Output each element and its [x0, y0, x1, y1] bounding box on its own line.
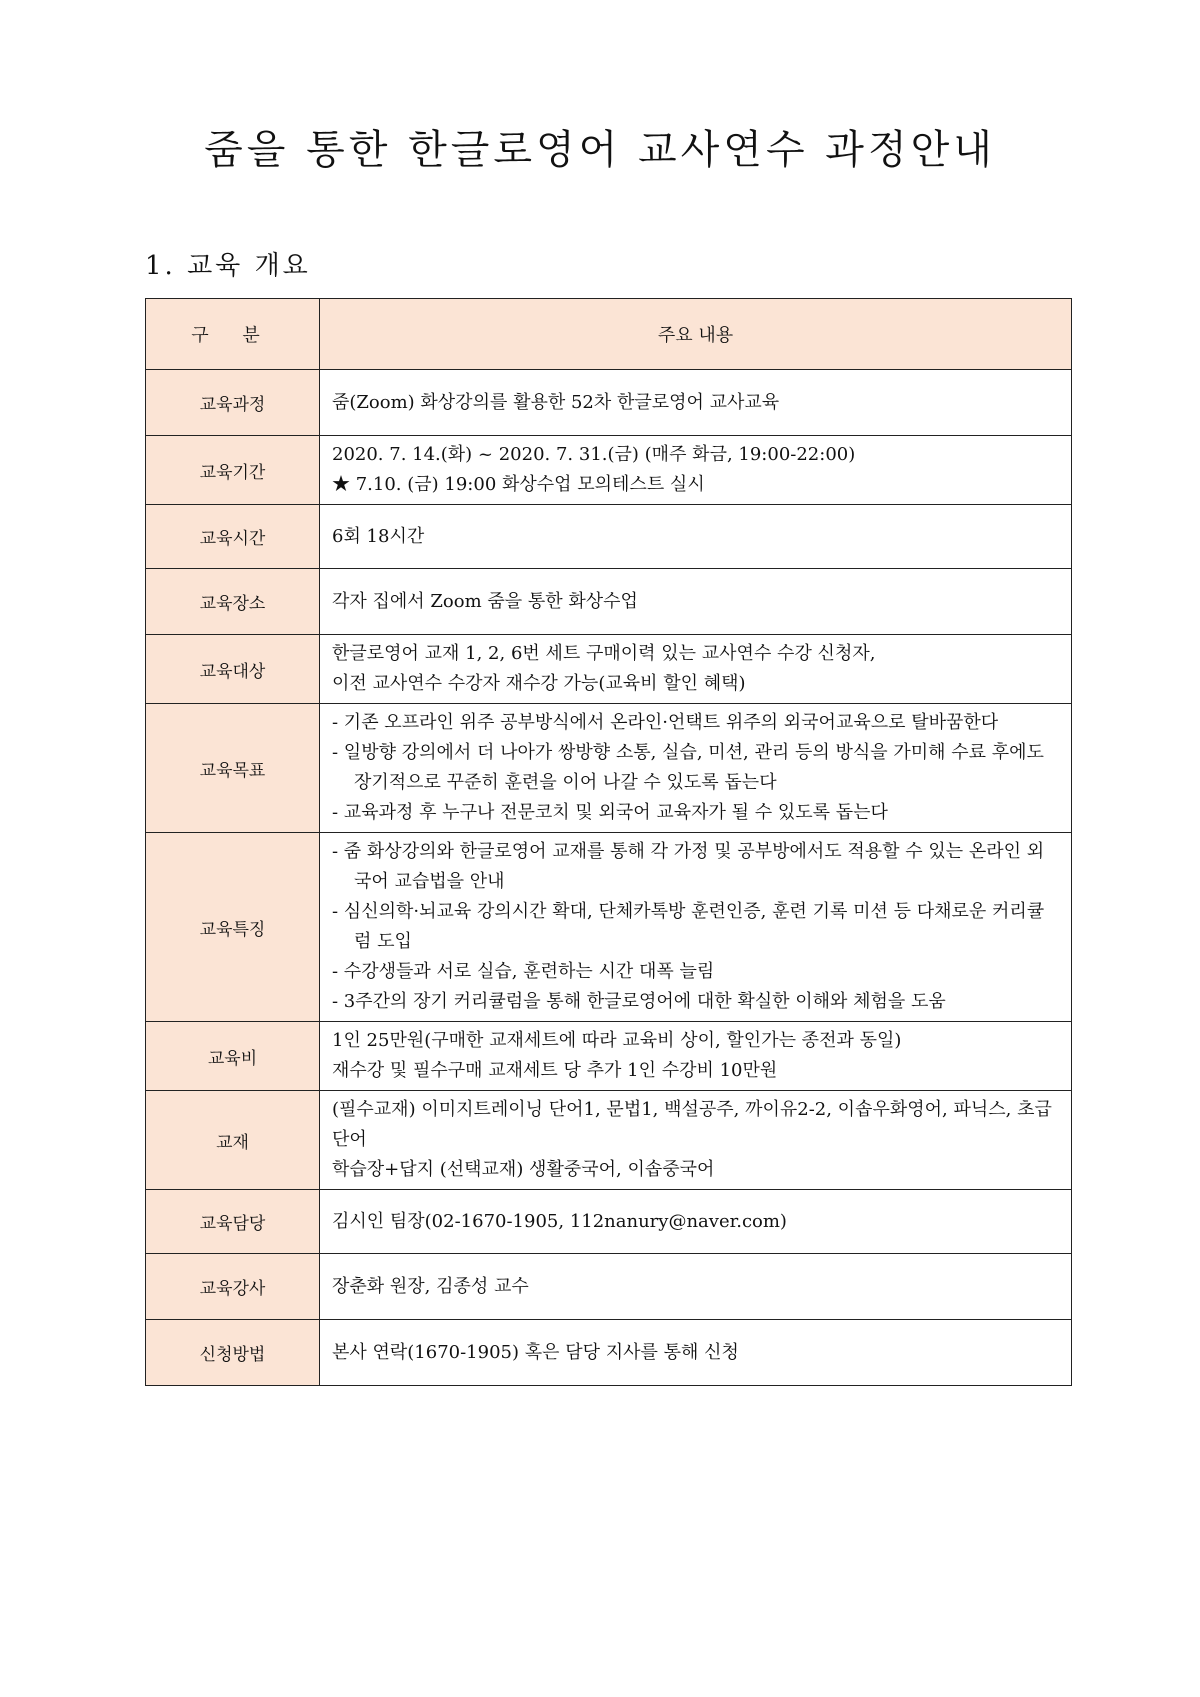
row-label: 교육기간: [146, 436, 320, 505]
content-line: 6회 18시간: [332, 525, 425, 547]
row-content: [320, 436, 1072, 505]
content-bullet: - 수강생들과 서로 실습, 훈련하는 시간 대폭 늘림: [332, 961, 715, 982]
content-line: 줌(Zoom) 화상강의를 활용한 52차 한글로영어 교사교육: [332, 391, 780, 413]
row-label: 교재: [146, 1091, 320, 1190]
table-row: [146, 505, 1072, 569]
content-bullet: - 기존 오프라인 위주 공부방식에서 온라인·언택트 위주의 외국어교육으로 탈바꿈한다: [332, 712, 999, 733]
content-line: 재수강 및 필수구매 교재세트 당 추가 1인 수강비 10만원: [332, 1060, 778, 1081]
row-content: [320, 1320, 1072, 1386]
content-bullet: - 교육과정 후 누구나 전문코치 및 외국어 교육자가 될 수 있도록 돕는다: [332, 802, 888, 823]
content-bullet: - 줌 화상강의와 한글로영어 교재를 통해 각 가정 및 공부방에서도 적용할 수 있는 온라인 외국어 교습법을 안내: [332, 841, 1045, 892]
row-label: 교육강사: [146, 1254, 320, 1320]
table-row: [146, 569, 1072, 635]
row-label: 교육목표: [146, 704, 320, 833]
content-line: 학습장+답지 (선택교재) 생활중국어, 이솝중국어: [332, 1159, 715, 1180]
content-line: ★ 7.10. (금) 19:00 화상수업 모의테스트 실시: [332, 474, 705, 495]
content-bullet: - 심신의학·뇌교육 강의시간 확대, 단체카톡방 훈련인증, 훈련 기록 미션 등 다채로운 커리큘럼 도입: [332, 901, 1045, 952]
content-line: 장춘화 원장, 김종성 교수: [332, 1275, 529, 1297]
content-line: (필수교재) 이미지트레이닝 단어1, 문법1, 백설공주, 까이유2-2, 이솝우화영어, 파닉스, 초급단어: [332, 1099, 1052, 1150]
table-header-row: [146, 299, 1072, 370]
content-line: 2020. 7. 14.(화) ~ 2020. 7. 31.(금) (매주 화금, 19:00-22:00): [332, 444, 856, 465]
table-row: [146, 1190, 1072, 1254]
row-label: 신청방법: [146, 1320, 320, 1386]
content-line: 각자 집에서 Zoom 줌을 통한 화상수업: [332, 590, 638, 612]
row-label: 교육비: [146, 1022, 320, 1091]
table-row: [146, 370, 1072, 436]
content-bullet: - 3주간의 장기 커리큘럼을 통해 한글로영어에 대한 확실한 이해와 체험을 도움: [332, 991, 946, 1012]
row-content: [320, 505, 1072, 569]
table-row: [146, 1320, 1072, 1386]
row-label: 교육대상: [146, 635, 320, 704]
row-label: 교육과정: [146, 370, 320, 436]
row-content: [320, 1254, 1072, 1320]
row-label: 교육담당: [146, 1190, 320, 1254]
content-line: 이전 교사연수 수강자 재수강 가능(교육비 할인 혜택): [332, 673, 746, 694]
row-content: [320, 569, 1072, 635]
content-bullet: - 일방향 강의에서 더 나아가 쌍방향 소통, 실습, 미션, 관리 등의 방식을 가미해 수료 후에도 장기적으로 꾸준히 훈련을 이어 나갈 수 있도록 돕는다: [332, 742, 1044, 793]
table-row: [146, 436, 1072, 505]
row-label: 교육장소: [146, 569, 320, 635]
table-row: [146, 1091, 1072, 1190]
content-line: 본사 연락(1670-1905) 혹은 담당 지사를 통해 신청: [332, 1341, 739, 1363]
row-content: [320, 1022, 1072, 1091]
table-row: [146, 704, 1072, 833]
table-row: [146, 635, 1072, 704]
content-line: 한글로영어 교재 1, 2, 6번 세트 구매이력 있는 교사연수 수강 신청자,: [332, 643, 876, 664]
content-line: 1인 25만원(구매한 교재세트에 따라 교육비 상이, 할인가는 종전과 동일): [332, 1030, 902, 1051]
table-row: [146, 1254, 1072, 1320]
row-label: 교육특징: [146, 833, 320, 1022]
overview-table: [145, 298, 1072, 1386]
row-content: [320, 370, 1072, 436]
content-line: 김시인 팀장(02-1670-1905, 112nanury@naver.com): [332, 1210, 787, 1232]
column-header-content: 주요 내용: [320, 299, 1072, 370]
row-label: 교육시간: [146, 505, 320, 569]
row-content: [320, 635, 1072, 704]
column-header-category: 구 분: [146, 299, 320, 370]
table-row: [146, 833, 1072, 1022]
row-content: [320, 1190, 1072, 1254]
row-content: [320, 1091, 1072, 1190]
row-content: [320, 704, 1072, 833]
page-title: 줌을 통한 한글로영어 교사연수 과정안내: [204, 127, 996, 173]
table-row: [146, 1022, 1072, 1091]
row-content: [320, 833, 1072, 1022]
section-heading: 1. 교육 개요: [145, 251, 311, 281]
